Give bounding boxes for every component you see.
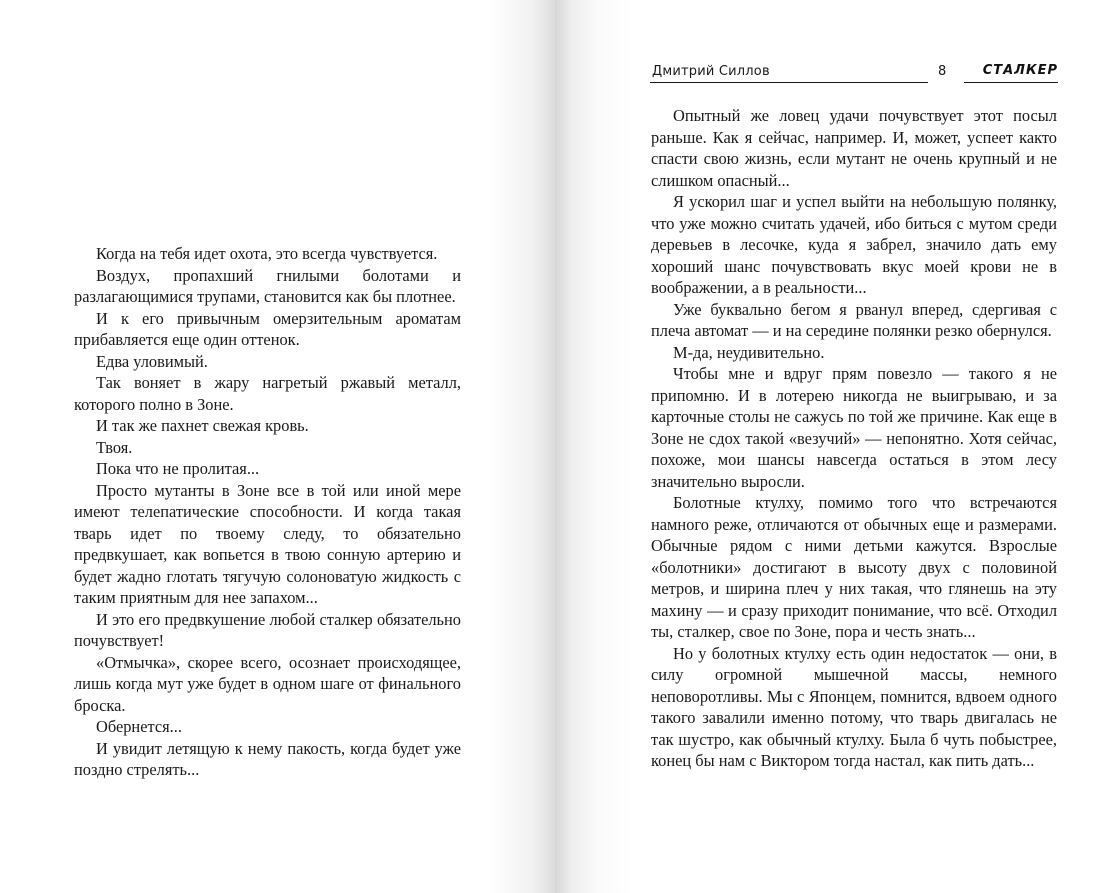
paragraph: Но у болотных ктулху есть один недостаток — они, в силу огромной мышечной массы, немного неповоротливы. Мы с Японцем, помнится, вдвоем одного такого завалили именно потому, что тварь двигалась не так шустро, как обычный ктулху. Была б чуть побыстрее, конец бы нам с Виктором тогда настал, как пить дать... [651,643,1057,770]
paragraph: И к его привычным омерзительным ароматам прибавляется еще один оттенок. [74,308,461,349]
paragraph: Я ускорил шаг и успел выйти на небольшую полянку, что уже можно считать удачей, ибо биться с мутом среди деревьев в лесочке, куда я забрел, значило дать ему хороший шанс почувствовать вкус моей крови не в воображении, а в реальности... [651,192,1057,297]
right-page [555,0,1109,893]
paragraph: Пока что не пролитая... [96,459,260,478]
running-header [650,62,1058,86]
page-number: 8 [938,64,947,79]
paragraph: Твоя. [96,437,133,457]
paragraph: Обернется... [96,717,182,736]
header-author: Дмитрий Силлов [652,64,770,79]
paragraph: «Отмычка», скорее всего, осознает происходящее, лишь когда мут уже будет в одном шаге от финального броска. [74,652,461,715]
paragraph: И так же пахнет свежая кровь. [96,416,309,435]
paragraph: Чтобы мне и вдруг прям повезло — такого я не припомню. И в лотерею никогда не выигрываю, и за карточные столы не сажусь по той же причине. Как еще в Зоне не сдох такой «везучий» — непонятно. Хотя сейчас, похоже, мои шансы навсегда остаться в этом лесу значительно выросли. [651,364,1057,491]
paragraph: И увидит летящую к нему пакость, когда будет уже поздно стрелять... [74,738,461,779]
paragraph: Опытный же ловец удачи почувствует этот посыл раньше. Как я сейчас, например. И, может, успеет както спасти свою жизнь, если мутант не очень крупный и не слишком опасный... [651,106,1057,190]
paragraph: Воздух, пропахший гнилыми болотами и разлагающимися трупами, становится как бы плотнее. [74,265,461,306]
paragraph: М-да, неудивительно. [673,342,825,362]
right-page-text [651,105,1057,772]
paragraph: И это его предвкушение любой сталкер обязательно почувствует! [74,609,461,650]
header-series-title: СТАЛКЕР [982,63,1058,78]
header-rule [650,82,928,83]
paragraph: Так воняет в жару нагретый ржавый металл, которого полно в Зоне. [74,373,461,414]
paragraph: Едва уловимый. [96,351,208,371]
left-page-text [74,243,461,781]
paragraph: Уже буквально бегом я рванул вперед, сдергивая с плеча автомат — и на середине полянки резко обернулся. [651,299,1057,340]
header-rule [964,82,1058,83]
paragraph: Когда на тебя идет охота, это всегда чувствуется. [96,244,438,263]
paragraph: Болотные ктулху, помимо того что встречаются намного реже, отличаются от обычных еще и размерами. Обычные рядом с ними детьми кажутся. Взрослые «болотники» достигают в высоту двух с половиной метров, и ширина плеч у них такая, что глянешь на эту махину — и сразу приходит понимание, что всё. Отходил ты, сталкер, свое по Зоне, пора и честь знать... [651,493,1057,641]
paragraph: Просто мутанты в Зоне все в той или иной мере имеют телепатические способности. И когда такая тварь идет по твоему следу, то обязательно предвкушает, как вопьется в твою сонную артерию и будет жадно глотать тягучую солоноватую жидкость с таким приятным для нее запахом... [74,480,461,607]
